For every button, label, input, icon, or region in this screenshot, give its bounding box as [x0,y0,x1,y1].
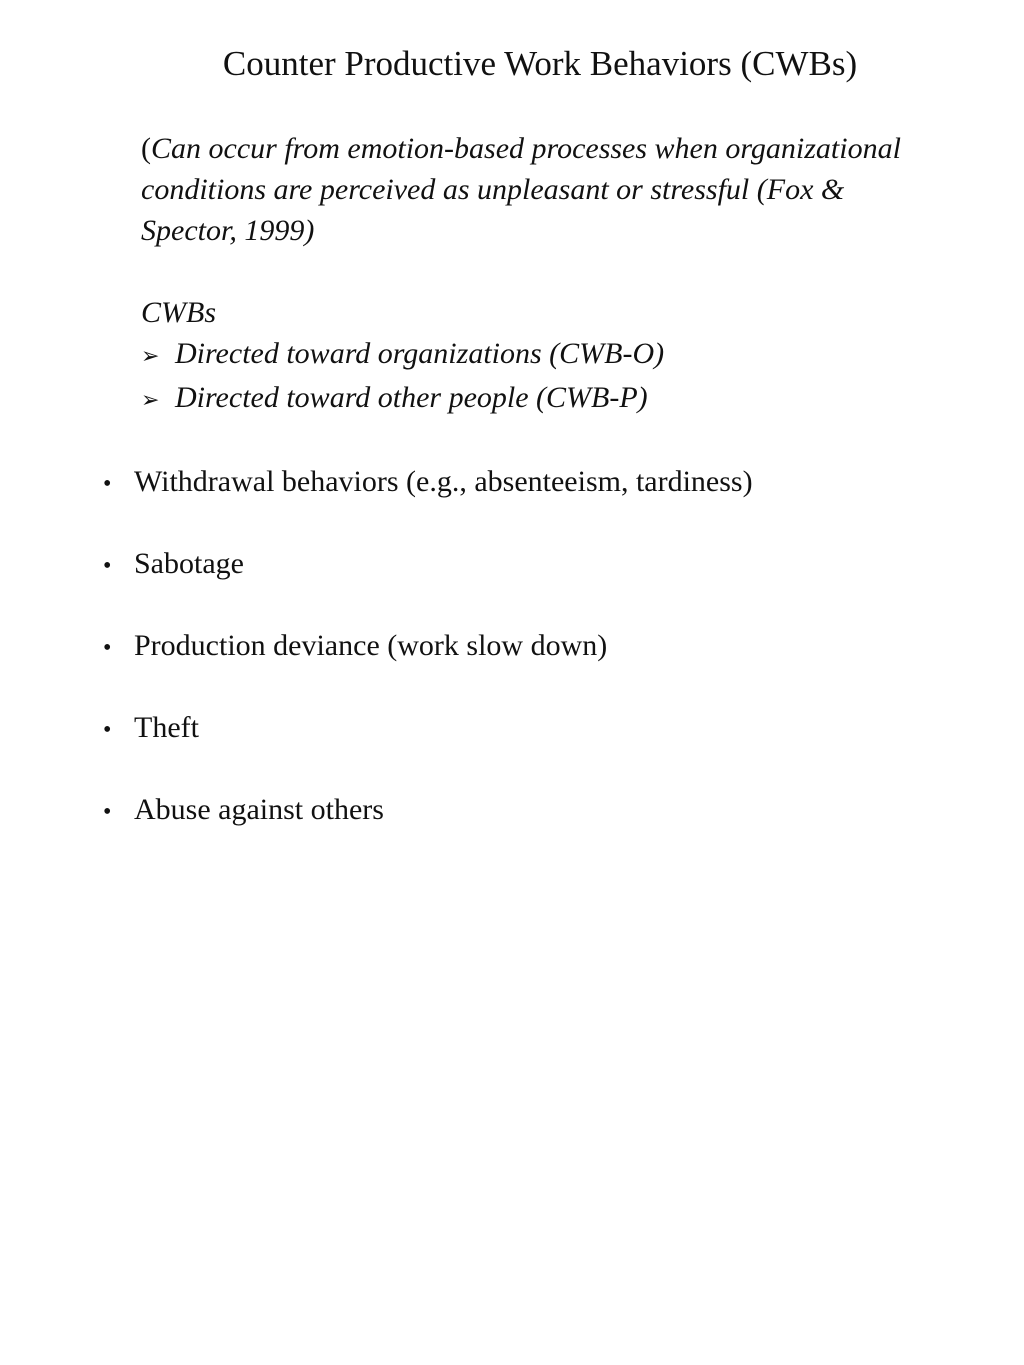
list-item [103,706,983,750]
intro-line-1 [141,128,971,169]
list-item-text: Theft [134,711,199,744]
cwbs-sub-item [141,377,971,421]
cwbs-sub-item [141,333,971,377]
bullet-icon: • [103,635,112,661]
arrow-bullet-icon: ➢ [141,344,160,369]
intro-line-1-text: Can occur from emotion-based processes when organizational [151,132,901,165]
intro-line-2: conditions are perceived as unpleasant or stressful (Fox & [141,173,845,206]
cwbs-sub-item-text: Directed toward organizations (CWB-O) [175,337,665,370]
cwbs-section [141,292,971,421]
cwbs-heading: CWBs [141,296,216,329]
behavior-list [103,460,983,870]
list-item-text: Withdrawal behaviors (e.g., absenteeism, tardiness) [134,465,753,498]
intro-open-paren: ( [141,132,151,165]
intro-note [141,128,971,251]
list-item [103,542,983,586]
list-item [103,460,983,504]
list-item-text: Production deviance (work slow down) [134,629,608,662]
bullet-icon: • [103,471,112,497]
slide-title: Counter Productive Work Behaviors (CWBs) [222,44,858,83]
bullet-icon: • [103,799,112,825]
intro-line-3: Spector, 1999) [141,214,315,247]
list-item [103,624,983,668]
bullet-icon: • [103,717,112,743]
list-item-text: Abuse against others [134,793,384,826]
list-item [103,788,983,832]
cwbs-sub-item-text: Directed toward other people (CWB-P) [175,381,648,414]
bullet-icon: • [103,553,112,579]
arrow-bullet-icon: ➢ [141,388,160,413]
list-item-text: Sabotage [134,547,244,580]
